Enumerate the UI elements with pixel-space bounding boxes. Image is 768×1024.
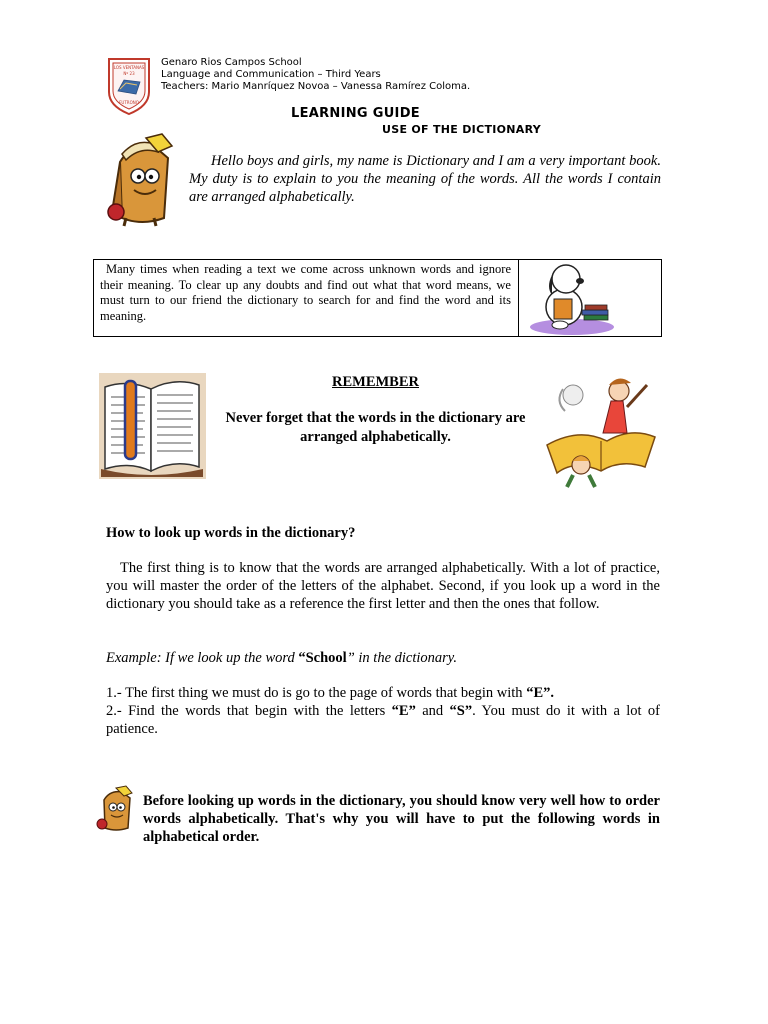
page-title: LEARNING GUIDE (291, 106, 420, 121)
snoopy-reading-image (522, 261, 620, 337)
dictionary-mascot-image (102, 132, 180, 227)
section-paragraph: The first thing is to know that the words are arranged alphabetically. With a lot of practice, you will master the order of the letters of the alphabet. Second, if you look up a word in the dictionary you should take as a reference the first letter and then the ones that follow. (106, 560, 660, 612)
step-2-text-a: 2.- Find the words that begin with the letters (106, 703, 392, 719)
remember-text: Never forget that the words in the dictionary are arranged alphabetically. (225, 410, 526, 445)
intro-text: Hello boys and girls, my name is Dictionary and I am a very important book. My duty is to explain to you the meaning of the words. All the words I contain are arranged alphabetically. (189, 153, 661, 205)
step-2-letter-e: “E” (391, 703, 416, 719)
dictionary-mascot-small-image (94, 784, 136, 834)
example-suffix: ” in the dictionary. (346, 650, 458, 666)
step-2-letter-s: “S” (449, 703, 473, 719)
crest-text-2: Nº 23 (123, 71, 135, 76)
crest-text-3: FUTRONO (119, 100, 139, 105)
header-info (161, 57, 470, 93)
example-line (106, 649, 660, 667)
example-prefix: Example: If we look up the word (106, 650, 299, 666)
example-word: “School (298, 650, 347, 666)
section-heading: How to look up words in the dictionary? (106, 525, 356, 541)
step-2-text-b: . You must do it with a lot of patience. (106, 703, 661, 737)
course-name: Language and Communication – Third Years (161, 69, 381, 80)
final-instruction: Before looking up words in the dictionary, you should know very well how to order words alphabetically. That's why you will have to put the following words in alphabetical order. (143, 793, 660, 845)
info-text: Many times when reading a text we come across unknown words and ignore their meaning. To clear up any doubts and find out what that word means, we must turn to our friend the dictionary to search for and find the word and its meaning. (100, 262, 511, 323)
remember-title: REMEMBER (332, 374, 419, 390)
step-1 (106, 684, 660, 702)
school-name: Genaro Rios Campos School (161, 57, 302, 68)
step-1-text: 1.- The first thing we must do is go to the page of words that begin with (106, 685, 527, 701)
kids-flying-book-image (543, 371, 658, 489)
step-2-and: and (415, 703, 450, 719)
step-1-letter: “E”. (526, 685, 554, 701)
intro-paragraph (189, 152, 661, 206)
info-paragraph (100, 262, 511, 324)
box-divider (518, 259, 519, 337)
crest-text-1: LOS VENTANAS (113, 65, 145, 70)
teachers-line: Teachers: Mario Manríquez Novoa – Vanessa Ramírez Coloma. (161, 81, 471, 92)
open-book-image (99, 373, 206, 479)
school-crest-logo (106, 56, 152, 116)
page-subtitle: USE OF THE DICTIONARY (382, 123, 542, 136)
step-2 (106, 702, 660, 738)
